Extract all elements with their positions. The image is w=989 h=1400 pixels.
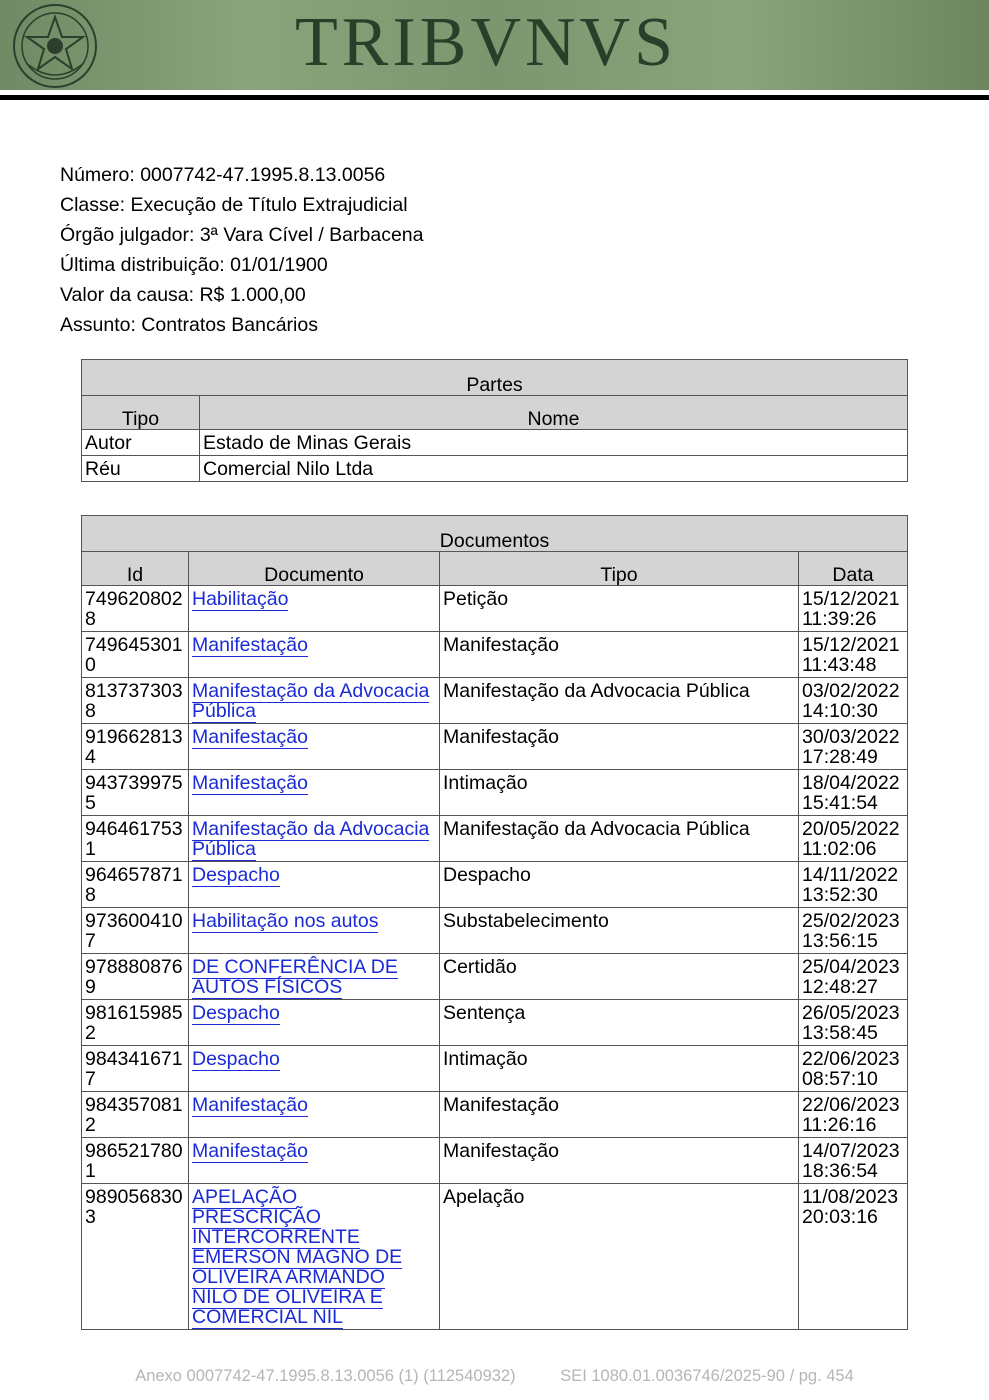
document-date: 25/04/2023 12:48:27 — [799, 954, 908, 1000]
document-type: Certidão — [440, 954, 799, 1000]
document-date: 22/06/2023 08:57:10 — [799, 1046, 908, 1092]
document-date: 14/07/2023 18:36:54 — [799, 1138, 908, 1184]
process-number: Número: 0007742-47.1995.8.13.0056 — [60, 164, 386, 186]
document-type: Intimação — [440, 770, 799, 816]
document-row — [82, 908, 908, 954]
document-row — [82, 816, 908, 862]
document-id: 989056830 3 — [82, 1184, 189, 1330]
document-id: 984357081 2 — [82, 1092, 189, 1138]
document-row — [82, 724, 908, 770]
process-court: Órgão julgador: 3ª Vara Cível / Barbacena — [60, 224, 424, 246]
document-id: 943739975 5 — [82, 770, 189, 816]
document-link[interactable]: Despacho — [192, 864, 280, 886]
process-metadata — [60, 160, 423, 340]
document-date: 15/12/2021 11:39:26 — [799, 586, 908, 632]
document-type: Manifestação — [440, 724, 799, 770]
document-link[interactable]: Habilitação — [192, 588, 289, 610]
document-type: Substabelecimento — [440, 908, 799, 954]
header-banner — [0, 0, 989, 90]
document-id: 981615985 2 — [82, 1000, 189, 1046]
document-row — [82, 632, 908, 678]
document-type: Manifestação da Advocacia Pública — [440, 678, 799, 724]
document-link[interactable]: Manifestação — [192, 772, 308, 794]
document-name — [189, 908, 440, 954]
document-date: 11/08/2023 20:03:16 — [799, 1184, 908, 1330]
document-id: 813737303 8 — [82, 678, 189, 724]
document-link[interactable]: Despacho — [192, 1048, 280, 1070]
brand-wordmark: TRIBVNVS — [295, 4, 678, 81]
document-type: Apelação — [440, 1184, 799, 1330]
documents-col-id: Id — [82, 552, 189, 586]
document-type: Manifestação — [440, 1138, 799, 1184]
document-name — [189, 954, 440, 1000]
document-row — [82, 586, 908, 632]
document-name — [189, 1000, 440, 1046]
document-type: Manifestação — [440, 632, 799, 678]
document-link[interactable]: Habilitação nos autos — [192, 910, 379, 932]
document-name — [189, 632, 440, 678]
document-id: 749620802 8 — [82, 586, 189, 632]
document-name — [189, 1092, 440, 1138]
header-divider-dark — [0, 95, 989, 100]
coat-of-arms-seal-icon — [12, 3, 98, 89]
documents-title: Documentos — [82, 516, 908, 552]
document-date: 15/12/2021 11:43:48 — [799, 632, 908, 678]
document-link[interactable]: DE CONFERÊNCIA DE AUTOS FÍSICOS — [192, 956, 398, 998]
document-id: 984341671 7 — [82, 1046, 189, 1092]
document-date: 03/02/2022 14:10:30 — [799, 678, 908, 724]
document-date: 18/04/2022 15:41:54 — [799, 770, 908, 816]
document-date: 20/05/2022 11:02:06 — [799, 816, 908, 862]
party-nome: Comercial Nilo Ltda — [200, 456, 908, 482]
process-class: Classe: Execução de Título Extrajudicial — [60, 194, 408, 216]
document-link[interactable]: Manifestação — [192, 1094, 308, 1116]
process-subject: Assunto: Contratos Bancários — [60, 314, 318, 336]
process-distribution: Última distribuição: 01/01/1900 — [60, 254, 328, 276]
document-name — [189, 678, 440, 724]
document-name — [189, 586, 440, 632]
document-name — [189, 1138, 440, 1184]
documents-col-documento: Documento — [189, 552, 440, 586]
document-link[interactable]: Manifestação da Advocacia Pública — [192, 680, 430, 722]
document-id: 919662813 4 — [82, 724, 189, 770]
document-type: Sentença — [440, 1000, 799, 1046]
document-row — [82, 1092, 908, 1138]
document-name — [189, 816, 440, 862]
document-row — [82, 862, 908, 908]
document-name — [189, 862, 440, 908]
document-row — [82, 1046, 908, 1092]
page-footer — [0, 1367, 989, 1386]
parties-table — [81, 359, 908, 482]
document-id: 964657871 8 — [82, 862, 189, 908]
document-link[interactable]: Manifestação da Advocacia Pública — [192, 818, 430, 860]
documents-col-data: Data — [799, 552, 908, 586]
document-name — [189, 770, 440, 816]
document-type: Petição — [440, 586, 799, 632]
parties-col-tipo: Tipo — [82, 396, 200, 430]
document-link[interactable]: Manifestação — [192, 726, 308, 748]
document-type: Despacho — [440, 862, 799, 908]
document-link[interactable]: Manifestação — [192, 1140, 308, 1162]
document-link[interactable]: APELAÇÃO PRESCRIÇÃO INTERCORRENTE EMERSON MAGNO DE OLIVEIRA ARMANDO NILO DE OLIVEIRA E COMERCIAL NIL — [192, 1186, 403, 1328]
process-value: Valor da causa: R$ 1.000,00 — [60, 284, 306, 306]
document-row — [82, 678, 908, 724]
document-row — [82, 1138, 908, 1184]
footer-sei: SEI 1080.01.0036746/2025-90 / pg. 454 — [560, 1367, 854, 1385]
document-name — [189, 1184, 440, 1330]
documents-table — [81, 515, 908, 1330]
document-type: Manifestação da Advocacia Pública — [440, 816, 799, 862]
document-date: 26/05/2023 13:58:45 — [799, 1000, 908, 1046]
document-row — [82, 1000, 908, 1046]
party-tipo: Réu — [82, 456, 200, 482]
document-link[interactable]: Despacho — [192, 1002, 280, 1024]
parties-title: Partes — [82, 360, 908, 396]
document-date: 25/02/2023 13:56:15 — [799, 908, 908, 954]
document-date: 30/03/2022 17:28:49 — [799, 724, 908, 770]
document-name — [189, 1046, 440, 1092]
footer-anexo: Anexo 0007742-47.1995.8.13.0056 (1) (112540932) — [135, 1367, 516, 1385]
party-nome: Estado de Minas Gerais — [200, 430, 908, 456]
documents-col-tipo: Tipo — [440, 552, 799, 586]
document-date: 14/11/2022 13:52:30 — [799, 862, 908, 908]
document-id: 978880876 9 — [82, 954, 189, 1000]
document-row — [82, 1184, 908, 1330]
document-id: 946461753 1 — [82, 816, 189, 862]
document-type: Intimação — [440, 1046, 799, 1092]
document-row — [82, 954, 908, 1000]
document-type: Manifestação — [440, 1092, 799, 1138]
document-date: 22/06/2023 11:26:16 — [799, 1092, 908, 1138]
document-id: 986521780 1 — [82, 1138, 189, 1184]
parties-col-nome: Nome — [200, 396, 908, 430]
party-tipo: Autor — [82, 430, 200, 456]
document-id: 973600410 7 — [82, 908, 189, 954]
document-name — [189, 724, 440, 770]
document-id: 749645301 0 — [82, 632, 189, 678]
party-row — [82, 430, 908, 456]
party-row — [82, 456, 908, 482]
document-link[interactable]: Manifestação — [192, 634, 308, 656]
document-row — [82, 770, 908, 816]
